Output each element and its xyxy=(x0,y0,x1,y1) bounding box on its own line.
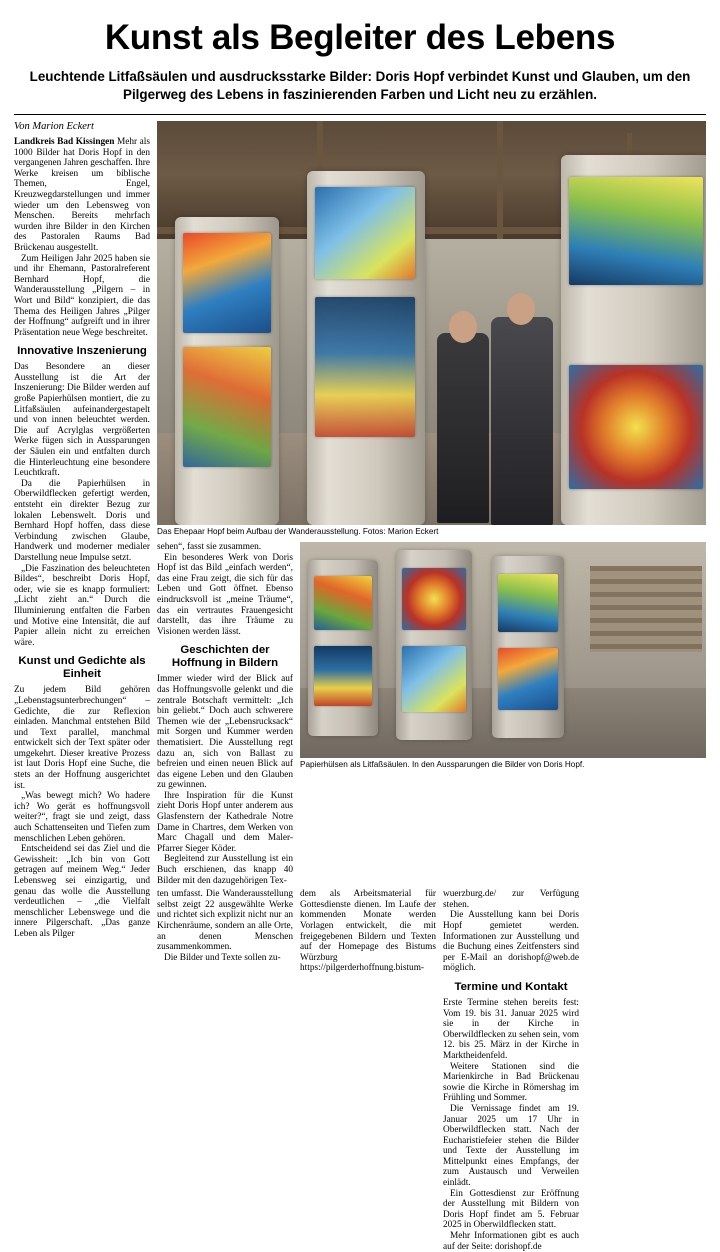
photo-artwork xyxy=(314,576,372,630)
paragraph: „Was bewegt mich? Wo hadere ich? Wo gerät es hoffnungsvoll weiter?“, fragt sie und zeigt, dass auch Schattenseiten und Tiefen zum menschlichen Leben gehören. xyxy=(14,791,150,844)
article-columns xyxy=(14,121,706,1252)
photo-artwork xyxy=(498,574,558,632)
column-3 xyxy=(157,889,293,963)
paragraph xyxy=(14,137,150,254)
paragraph: Die Ausstellung kann bei Doris Hopf gemietet werden. Informationen zur Ausstellung und die Buchung eines Zeitfensters sind per E-Mail an dorishopf@web.de möglich. xyxy=(443,910,579,974)
paragraph: Da die Papierhülsen in Oberwildflecken gefertigt werden, entsteht ein direkter Bezug zur lokalen Lebenswelt. Doris und Bernhard Hopf hoffen, dass diese Verbindung zwischen Glaube, Handwerk und moderner medialer Darstellung neue Impulse setzt. xyxy=(14,478,150,563)
column-1 xyxy=(14,121,150,940)
paragraph: Ihre Inspiration für die Kunst zieht Doris Hopf unter anderem aus Glasfenstern der Kathedrale Notre Dame in Chartres, dem Werken von Marc Chagall und dem Maler-Pfarrer Sieger Köder. xyxy=(157,790,293,854)
photo-paper-pillars xyxy=(300,542,706,758)
subhead-termine: Termine und Kontakt xyxy=(454,980,568,993)
photo-person-head xyxy=(507,293,535,325)
photo-person-man xyxy=(491,317,553,525)
paragraph: Das Besondere an dieser Ausstellung ist die Art der Inszenierung: Die Bilder werden auf große Papierhülsen montiert, die zu Litfaßsäulen aufeinandergestapelt und von innen beleuchtet werden. Die auf Acrylglas vergrößerten Werke fügen sich in Aussparungen der Säulen ein und entfalten durch die Hinterleuchtung eine besondere Leuchtkraft. xyxy=(14,362,150,479)
standfirst: Leuchtende Litfaßsäulen und ausdrucksstarke Bilder: Doris Hopf verbindet Kunst und Glauben, um den Pilgerweg des Lebens in faszinierenden Farben und Licht neu zu erzählen. xyxy=(29,69,691,102)
paragraph: Zu jedem Bild gehören „Lebenstagsunterbrechungen“ – Gedichte, die zur Reflexion einladen. Manchmal entstehen Bild und Text parallel, manchmal entwickelt sich der Text später oder umgekehrt. Dieser kreative Prozess ist laut Doris Hopf eine Suche, die stets an der Hoffnung ausgerichtet ist. xyxy=(14,685,150,791)
paragraph: „Die Faszination des beleuchteten Bildes“, beschreibt Doris Hopf, oder, wie sie es knapp formuliert: „Licht zieht an.“ Durch die Illuminierung entfalten die Farben und Motive eine Intensität, die auf Papier allein nicht zu erreichen wäre. xyxy=(14,563,150,648)
photo-bottom-block xyxy=(300,542,706,770)
photo-artwork xyxy=(183,233,271,333)
photo-artwork xyxy=(498,648,558,710)
dateline: Landkreis Bad Kissingen xyxy=(14,137,115,147)
paragraph: Die Bilder und Texte sollen zu- xyxy=(164,952,281,963)
photo-artwork xyxy=(315,297,415,437)
paragraph: Immer wieder wird der Blick auf das Hoffnungsvolle gelenkt und die zentrale Botschaft vermittelt: „Ich bin geliebt.“ Doch auch schwerere Themen wie der „Lebensrucksack“ mit Sorgen und Kummer werden thematisiert. Die Ausstellung regt dazu an, sich von Ballast zu befreien und einen neuen Blick auf das eigene Leben und den Glauben zu gewinnen. xyxy=(157,674,293,791)
paragraph: Entscheidend sei das Ziel und die Gewissheit: „Ich bin von Gott getragen auf meinem Weg.“ Jeder Lebensweg sei einzigartig, und genau das wolle die Ausstellung verdeutlichen – „die Vielfalt menschlicher Lebenswege und die innere Pilgerschaft. „Das ganze Leben als Pilger xyxy=(14,844,150,939)
photo-exhibition-setup xyxy=(157,121,706,525)
paragraph: Begleitend zur Ausstellung ist ein Buch erschienen, das knapp 40 Bilder mit den dazugehörigen Tex- xyxy=(157,854,293,886)
subhead-einheit: Kunst und Gedichte als Einheit xyxy=(18,655,146,681)
paragraph: dem als Arbeitsmaterial für Gottesdienste dienen. Im Laufe der kommenden Monate werden Vorlagen entwickelt, die mit freigegebenen Bildern und Texten auf der Homepage des Bistums Würzburg https://pilgerderhoffnung.bistum- xyxy=(300,889,436,974)
column-2 xyxy=(157,542,293,886)
subhead-inszenierung: Innovative Inszenierung xyxy=(17,345,147,358)
page-title: Kunst als Begleiter des Lebens xyxy=(104,18,616,57)
column-4 xyxy=(300,889,436,974)
photo-artwork xyxy=(314,646,372,706)
photo-person-head xyxy=(449,311,477,343)
photo-top-block xyxy=(157,121,706,537)
column-5 xyxy=(443,889,579,1252)
photo-artwork xyxy=(569,177,703,285)
photo-artwork xyxy=(402,568,466,630)
photo-benches xyxy=(590,566,702,652)
byline: Von Marion Eckert xyxy=(14,121,94,132)
paragraph: Zum Heiligen Jahr 2025 haben sie und ihr Ehemann, Pastoralreferent Bernhard Hopf, die Wanderausstellung „Pilgern – in Wort und Bild“ konzipiert, die das Thema des Heiligen Jahres „Pilger der Hoffnung“ aufgreift und in ihrer Präsentation neue Wege beschreitet. xyxy=(14,253,150,338)
paragraph: Weitere Stationen sind die Marienkirche in Bad Brückenau sowie die Kirche in Römershag im Frühling und Sommer. xyxy=(443,1061,579,1104)
subhead-hoffnung: Geschichten der Hoffnung in Bildern xyxy=(171,644,279,670)
paragraph: wuerzburg.de/ zur Verfügung stehen. xyxy=(443,889,579,910)
photo-artwork xyxy=(569,365,703,489)
paragraph: Erste Termine stehen bereits fest: Vom 19. bis 31. Januar 2025 wird sie in der Kirche in Oberwildflecken zu sehen sein, vom 12. bis 25. März in der Kirche in Marktheidenfeld. xyxy=(443,997,579,1061)
photo-artwork xyxy=(315,187,415,279)
photo-artwork xyxy=(183,347,271,467)
paragraph: Ein Gottesdienst zur Eröffnung der Ausstellung mit Bildern von Doris Hopf findet am 5. Februar 2025 in Oberwildflecken statt. xyxy=(443,1188,579,1231)
paragraph: Ein besonderes Werk von Doris Hopf ist das Bild „einfach werden“, das eine Frau zeigt, die sich für das Leben und Gott öffnet. Ebenso eindrucksvoll ist „meine Träume“, das ein vertrautes Frauengesicht darstellt, das ihre Träume zu Visionen werden lässt. xyxy=(157,552,293,637)
paragraph-text: Mehr als 1000 Bilder hat Doris Hopf in den vergangenen Jahren geschaffen. Ihre Werke kreisen um biblische Themen, Engel, Kreuzwegdarstellungen und immer wieder um den Lebensweg von Menschen. Bereits mehrfach wurden ihre Bilder in den Kirchen des Pastoralen Raums Bad Brückenau ausgestellt. xyxy=(14,137,150,253)
photo-beam xyxy=(497,121,503,239)
photo-caption-bottom: Papierhülsen als Litfaßsäulen. In den Aussparungen die Bilder von Doris Hopf. xyxy=(300,760,585,769)
photo-caption-top: Das Ehepaar Hopf beim Aufbau der Wanderausstellung. Fotos: Marion Eckert xyxy=(157,527,439,536)
paragraph: Die Vernissage findet am 19. Januar 2025 um 17 Uhr in Oberwildflecken statt. Nach der Eucharistiefeier stehen die Bilder und Texte der Ausstellung im Mittelpunkt eines Empfangs, der zum Austausch und Verweilen einlädt. xyxy=(443,1103,579,1189)
header-divider xyxy=(14,114,706,115)
paragraph: Mehr Informationen gibt es auch auf der Seite: dorishopf.de xyxy=(443,1231,579,1252)
photo-person-woman xyxy=(437,333,489,523)
paragraph: ten umfasst. Die Wanderausstellung selbst zeigt 22 ausgewählte Werke und richtet sich explizit nicht nur an Kirchenräume, sondern an alle Orte, an denen Menschen zusammenkommen. xyxy=(157,889,293,953)
photo-artwork xyxy=(402,646,466,712)
paragraph: sehen“, fasst sie zusammen. xyxy=(157,542,262,552)
